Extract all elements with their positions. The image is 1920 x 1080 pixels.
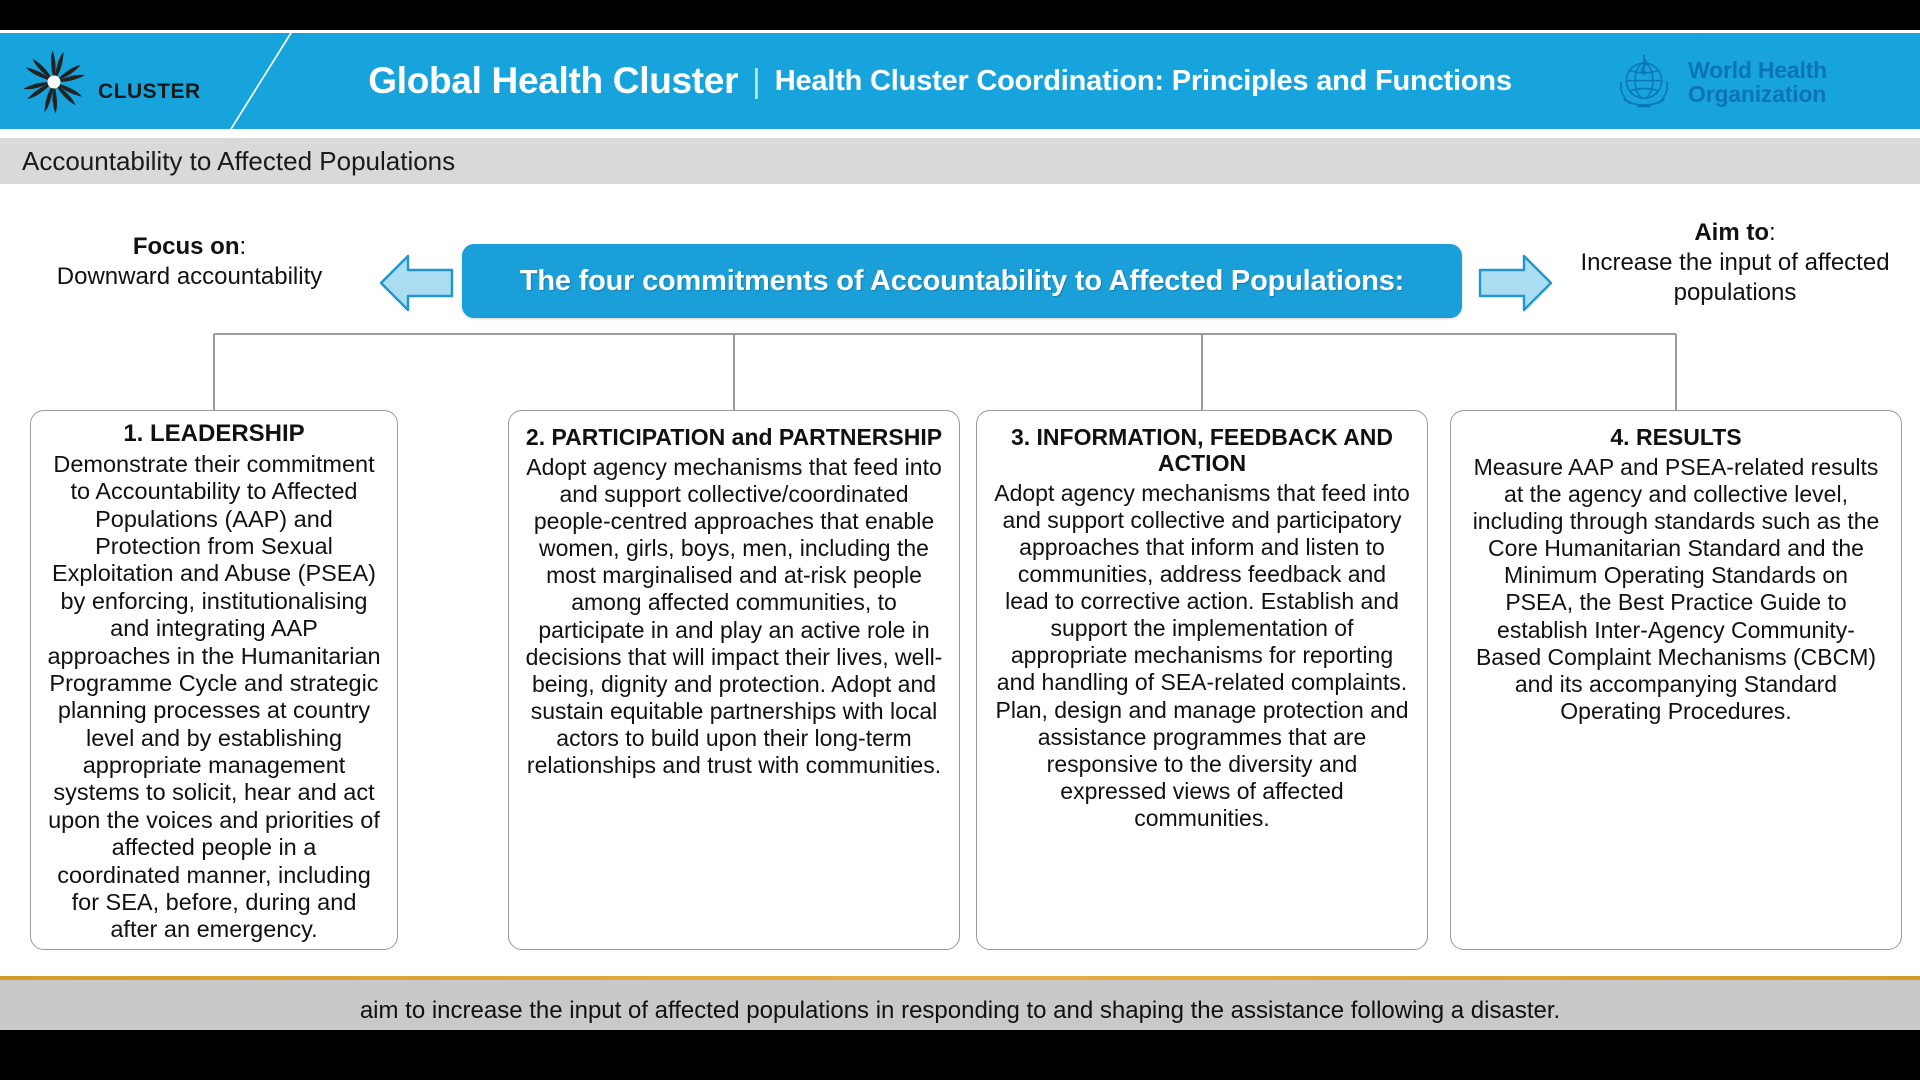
title-separator: | (752, 62, 761, 99)
focus-on-text: Downward accountability (56, 263, 323, 290)
card-title: 2. PARTICIPATION and PARTNERSHIP (525, 424, 943, 450)
card-title: 4. RESULTS (1610, 424, 1742, 450)
who-emblem-icon (1610, 48, 1678, 116)
health-cluster-logo-line2: CLUSTER (98, 80, 201, 103)
caption-bar (0, 980, 1920, 1030)
aim-to-label: Aim to (1694, 219, 1769, 246)
slide (0, 30, 1920, 1030)
aim-to-text: Increase the input of affected populations (1580, 249, 1890, 306)
focus-on-label: Focus on (132, 233, 240, 260)
who-logo-line2: Organization (1688, 81, 1827, 107)
card-body: Adopt agency mechanisms that feed into and support collective/coordinated people-centred approaches that enable women, girls, boys, men, including the most marginalised and at-risk people among affected communities, to participate in and play an active role in decisions that will impact their lives, well-being, dignity and protection. Adopt and sustain equitable partnerships with local actors to build upon their long-term relationships and trust with communities. (525, 453, 943, 779)
who-logo-line1: World Health (1688, 56, 1828, 83)
focus-on-colon: : (239, 233, 247, 260)
commitment-cards (0, 184, 1920, 974)
who-logo (1610, 46, 1910, 118)
card-title: 1. LEADERSHIP (123, 420, 305, 447)
health-cluster-logo (18, 44, 228, 120)
commitment-card-information-feedback-action[interactable] (976, 410, 1428, 950)
health-cluster-logo-line1: HEALTH (98, 61, 177, 82)
page-title: Global Health Cluster (368, 60, 739, 101)
card-body: Measure AAP and PSEA-related results at the agency and collective level, including through standards such as the Core Humanitarian Standard and the Minimum Operating Standards on PSEA, the Best Practice Guide to establish Inter-Agency Community-Based Complaint Mechanisms (CBCM) and its accompanying Standard Operating Procedures. (1472, 453, 1880, 724)
page-subtitle: Health Cluster Coordination: Principles and Functions (774, 64, 1512, 97)
commitment-card-participation-partnership[interactable] (508, 410, 960, 950)
commitment-card-leadership[interactable] (30, 410, 398, 950)
main-banner-text: The four commitments of Accountability to Affected Populations: (519, 264, 1405, 297)
aim-to-colon: : (1769, 219, 1776, 246)
card-title: 3. INFORMATION, FEEDBACK AND ACTION (1010, 424, 1394, 476)
commitment-card-results[interactable] (1450, 410, 1902, 950)
section-title: Accountability to Affected Populations (22, 145, 456, 176)
card-body: Adopt agency mechanisms that feed into and support collective and participatory approaches that inform and listen to communities, address feedback and lead to corrective action. Establish and support the implementation of appropriate mechanisms for reporting and handling of SEA-related complaints. Plan, design and manage protection and assistance programmes that are responsive to the diversity and expressed views of affected communities. (994, 479, 1410, 831)
header-title-group (240, 30, 1640, 132)
caption-text: aim to increase the input of affected populations in responding to and shaping the assistance following a disaster. (359, 997, 1561, 1024)
slide-header (0, 30, 1920, 132)
health-cluster-spiral-icon (18, 46, 90, 118)
section-title-bar (0, 138, 1920, 184)
card-body: Demonstrate their commitment to Accountability to Affected Populations (AAP) and Protection from Sexual Exploitation and Abuse (PSEA) by enforcing, institutionalising and integrating AAP approaches in the Humanitarian Programme Cycle and strategic planning processes at country level and by establishing appropriate management systems to solicit, hear and act upon the voices and priorities of affected people in a coordinated manner, including for SEA, before, during and after an emergency. (47, 450, 381, 943)
diagram-area (0, 184, 1920, 974)
